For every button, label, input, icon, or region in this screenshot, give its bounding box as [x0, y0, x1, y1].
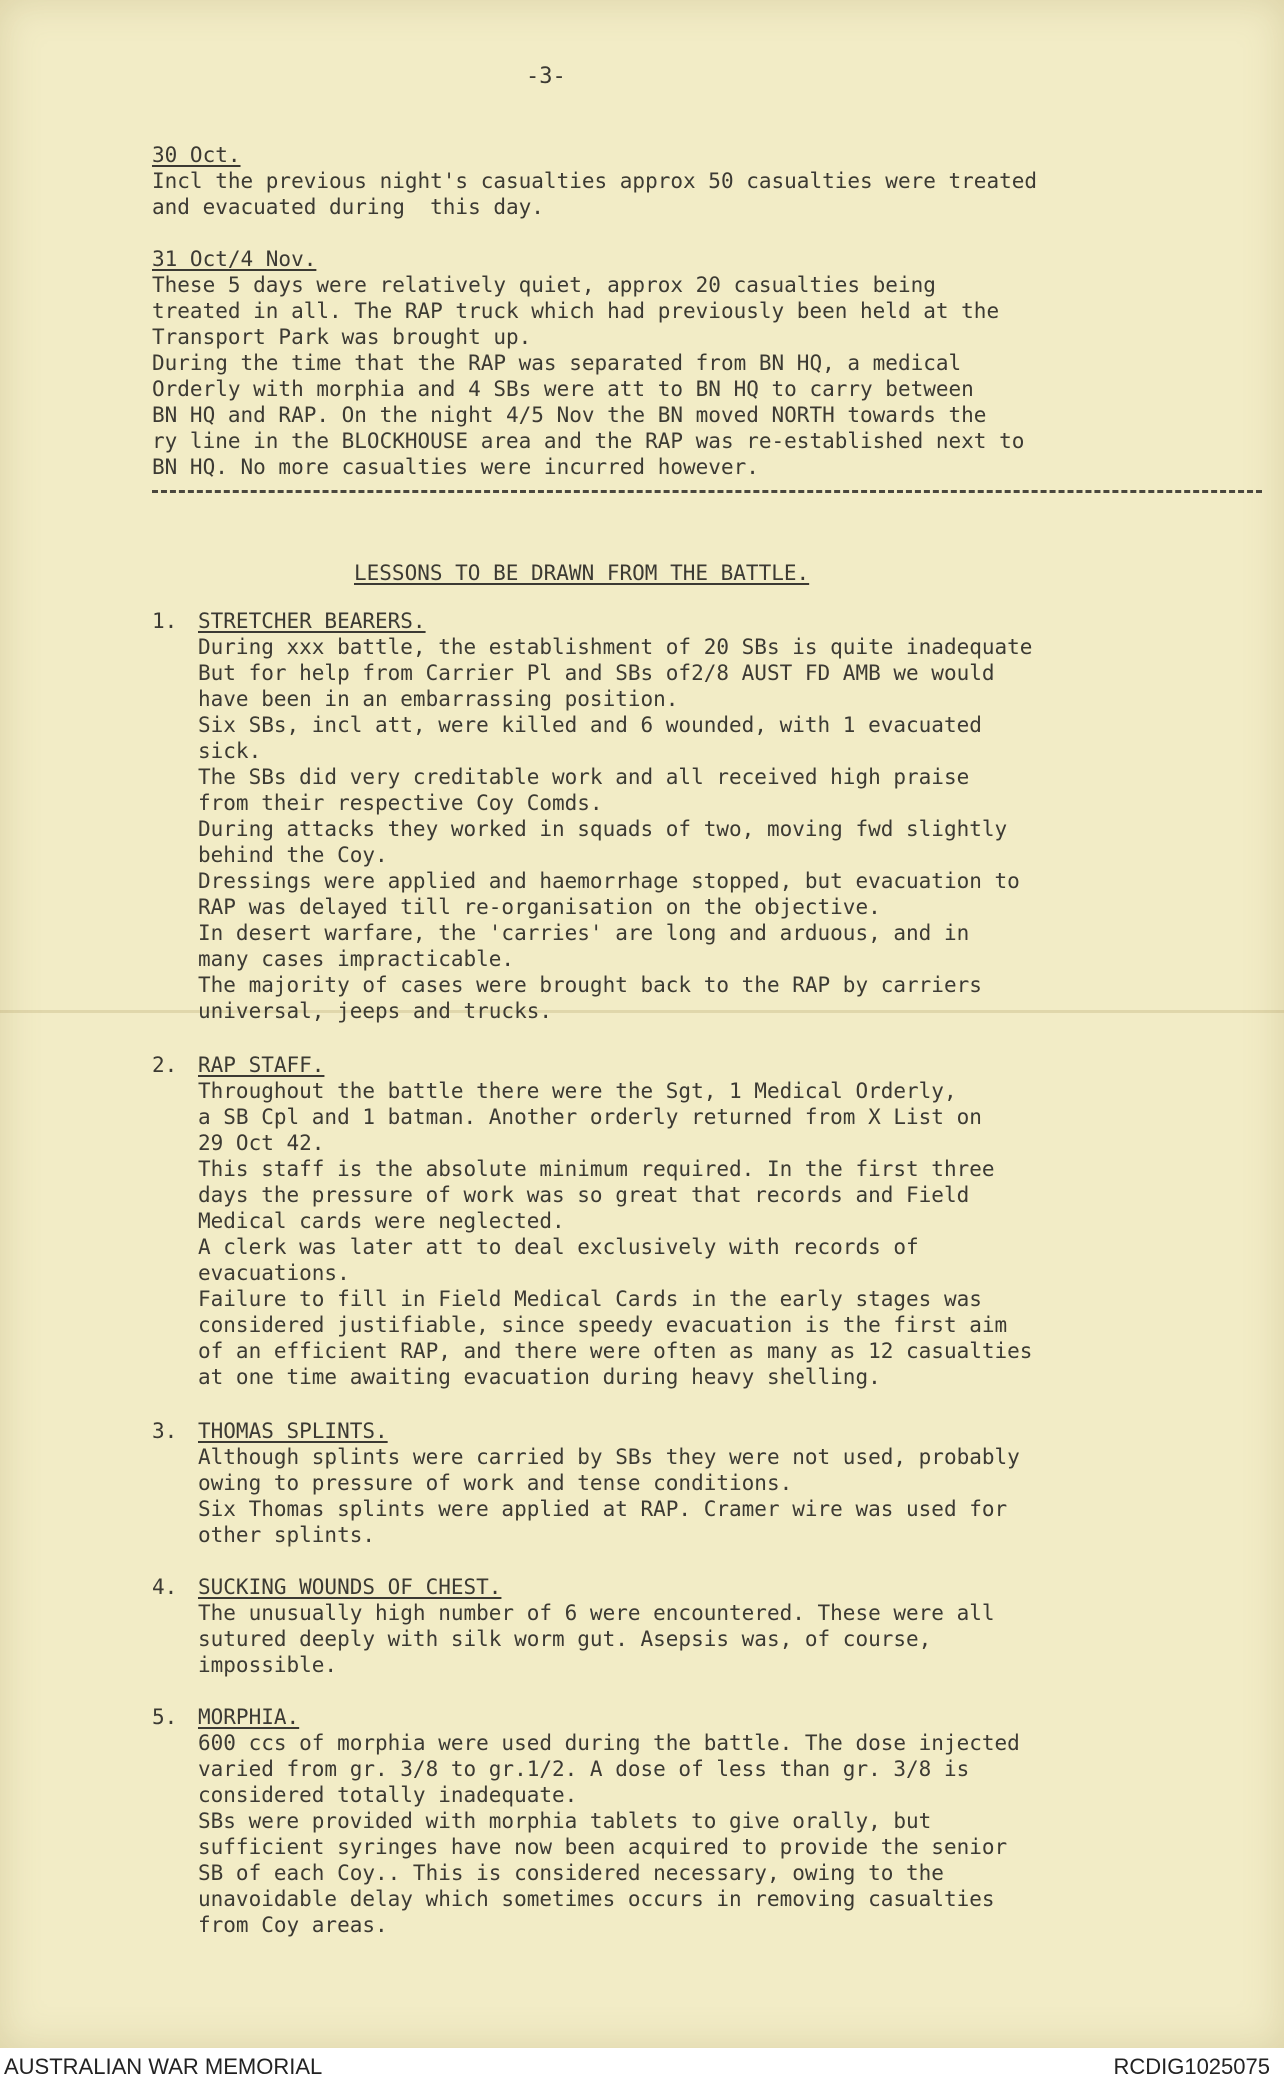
- lesson-line: Medical cards were neglected.: [198, 1209, 565, 1233]
- diary-line: BN HQ. No more casualties were incurred however.: [152, 455, 759, 479]
- lesson-line: varied from gr. 3/8 to gr.1/2. A dose of less than gr. 3/8 is: [198, 1757, 970, 1781]
- lesson-line: This staff is the absolute minimum required. In the first three: [198, 1157, 995, 1181]
- lesson-line: But for help from Carrier Pl and SBs of2/8 AUST FD AMB we would: [198, 661, 995, 685]
- lesson-line: sufficient syringes have now been acquired to provide the senior: [198, 1835, 1008, 1859]
- footer-record-id: RCDIG1025075: [1113, 2054, 1270, 2079]
- diary-line: Transport Park was brought up.: [152, 325, 532, 349]
- lesson-number: 5.: [152, 1705, 178, 1729]
- diary-entry-heading: 30 Oct.: [152, 143, 241, 167]
- lesson-heading: THOMAS SPLINTS.: [198, 1419, 388, 1443]
- lesson-line: from their respective Coy Comds.: [198, 791, 603, 815]
- lesson-line: The SBs did very creditable work and all received high praise: [198, 765, 970, 789]
- lesson-line: days the pressure of work was so great that records and Field: [198, 1183, 970, 1207]
- lesson-line: at one time awaiting evacuation during heavy shelling.: [198, 1365, 881, 1389]
- lesson-line: unavoidable delay which sometimes occurs in removing casualties: [198, 1887, 995, 1911]
- lesson-heading: SUCKING WOUNDS OF CHEST.: [198, 1575, 502, 1599]
- dashed-divider: [152, 490, 1262, 493]
- lesson-line: Six SBs, incl att, were killed and 6 wounded, with 1 evacuated: [198, 713, 982, 737]
- lesson-line: Six Thomas splints were applied at RAP. Cramer wire was used for: [198, 1497, 1008, 1521]
- diary-line: ry line in the BLOCKHOUSE area and the RAP was re-established next to: [152, 429, 1025, 453]
- diary-line: These 5 days were relatively quiet, approx 20 casualties being: [152, 273, 936, 297]
- archive-footer: [0, 2050, 1284, 2082]
- lesson-line: considered justifiable, since speedy evacuation is the first aim: [198, 1313, 1008, 1337]
- lesson-line: Throughout the battle there were the Sgt, 1 Medical Orderly,: [198, 1079, 957, 1103]
- lesson-number: 2.: [152, 1053, 178, 1077]
- diary-line: BN HQ and RAP. On the night 4/5 Nov the BN moved NORTH towards the: [152, 403, 987, 427]
- lesson-line: from Coy areas.: [198, 1913, 388, 1937]
- diary-entry: [152, 246, 1024, 480]
- diary-entry: [152, 142, 1037, 220]
- lesson-line: 600 ccs of morphia were used during the battle. The dose injected: [198, 1731, 1020, 1755]
- lesson-line: sick.: [198, 739, 262, 763]
- lesson-line: impossible.: [198, 1653, 338, 1677]
- diary-line: During the time that the RAP was separated from BN HQ, a medical: [152, 351, 962, 375]
- lesson-line: The majority of cases were brought back to the RAP by carriers: [198, 973, 982, 997]
- lesson-line: A clerk was later att to deal exclusively with records of: [198, 1235, 919, 1259]
- lesson-line: During attacks they worked in squads of two, moving fwd slightly: [198, 817, 1008, 841]
- lesson-line: many cases impracticable.: [198, 947, 515, 971]
- lesson-line: SBs were provided with morphia tablets to give orally, but: [198, 1809, 932, 1833]
- lesson-line: sutured deeply with silk worm gut. Asepsis was, of course,: [198, 1627, 932, 1651]
- page-number: -3-: [526, 64, 566, 89]
- lesson-line: Failure to fill in Field Medical Cards in the early stages was: [198, 1287, 982, 1311]
- lesson-number: 4.: [152, 1575, 178, 1599]
- lesson-line: other splints.: [198, 1523, 376, 1547]
- lesson-line: of an efficient RAP, and there were often as many as 12 casualties: [198, 1339, 1033, 1363]
- lesson-line: owing to pressure of work and tense conditions.: [198, 1471, 793, 1495]
- lesson-line: evacuations.: [198, 1261, 350, 1285]
- lesson-line: RAP was delayed till re-organisation on the objective.: [198, 895, 881, 919]
- lesson-line: Dressings were applied and haemorrhage stopped, but evacuation to: [198, 869, 1020, 893]
- lesson-line: have been in an embarrassing position.: [198, 687, 679, 711]
- lesson-line: universal, jeeps and trucks.: [198, 999, 553, 1023]
- lesson-number: 1.: [152, 609, 178, 633]
- lesson-line: considered totally inadequate.: [198, 1783, 578, 1807]
- lesson-line: 29 Oct 42.: [198, 1131, 325, 1155]
- lesson-heading: RAP STAFF.: [198, 1053, 325, 1077]
- lesson-line: In desert warfare, the 'carries' are long and arduous, and in: [198, 921, 970, 945]
- diary-line: Incl the previous night's casualties approx 50 casualties were treated: [152, 169, 1038, 193]
- lesson-heading: MORPHIA.: [198, 1705, 300, 1729]
- lesson-line: The unusually high number of 6 were encountered. These were all: [198, 1601, 995, 1625]
- diary-line: and evacuated during this day.: [152, 195, 544, 219]
- diary-line: treated in all. The RAP truck which had previously been held at the: [152, 299, 1000, 323]
- lesson-line: a SB Cpl and 1 batman. Another orderly returned from X List on: [198, 1105, 982, 1129]
- lesson-line: SB of each Coy.. This is considered necessary, owing to the: [198, 1861, 944, 1885]
- diary-entry-heading: 31 Oct/4 Nov.: [152, 247, 317, 271]
- lesson-line: During xxx battle, the establishment of 20 SBs is quite inadequate: [198, 635, 1033, 659]
- lesson-line: Although splints were carried by SBs they were not used, probably: [198, 1445, 1020, 1469]
- diary-line: Orderly with morphia and 4 SBs were att to BN HQ to carry between: [152, 377, 974, 401]
- lesson-heading: STRETCHER BEARERS.: [198, 609, 426, 633]
- footer-institution: AUSTRALIAN WAR MEMORIAL: [4, 2054, 323, 2079]
- lesson-number: 3.: [152, 1419, 178, 1443]
- lesson-line: behind the Coy.: [198, 843, 388, 867]
- lessons-title: LESSONS TO BE DRAWN FROM THE BATTLE.: [354, 561, 810, 585]
